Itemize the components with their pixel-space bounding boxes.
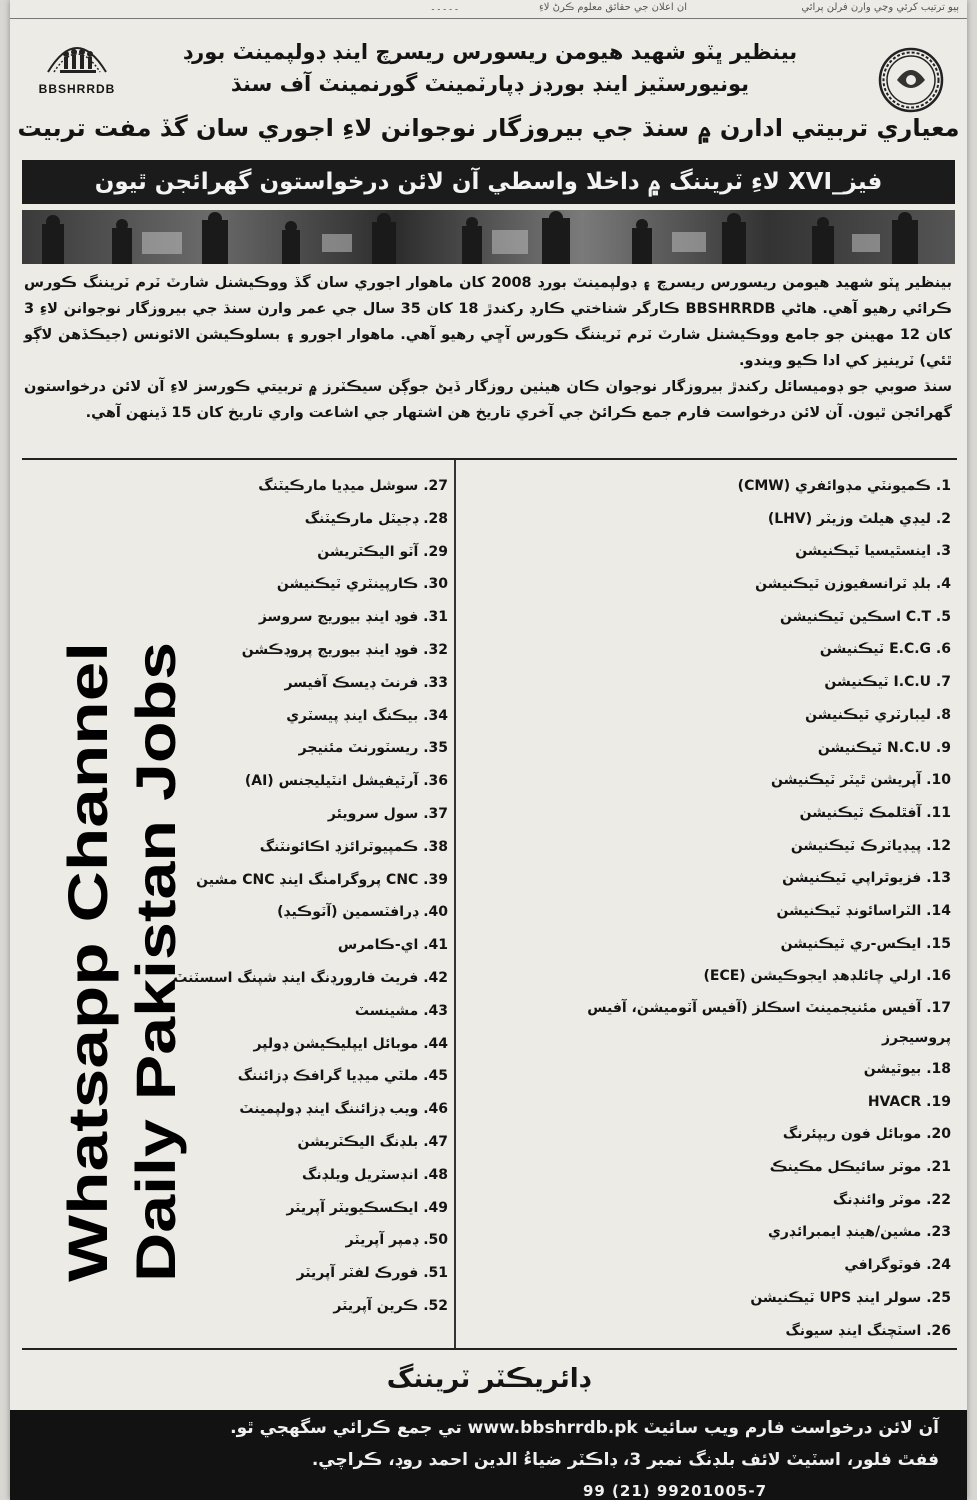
course-item: 25. سولر اينڊ UPS ٽيڪنيشن [750,1289,951,1306]
course-item: 31. فوڊ اينڊ بيوريج سروسز [258,609,448,626]
organization-name: بينظير ڀٽو شهيد هيومن ريسورس ريسرچ اينڊ ڊولپمينٽ بورڊ [182,40,798,64]
intro-paragraph-1: بينظير ڀٽو شهيد هيومن ريسورس ريسرچ ۽ ڊولپمينٽ بورڊ 2008 کان ماهوار اجوري سان گڏ ووڪيشنل شارٽ ٽرم ٽريننگ ڪورس ڪرائي رهيو آهي. هاڻي BBSHRRDB ڪارگر شناختي ڪارڊ رکندڙ 18 کان 35 سال جي عمر وارن سنڌ جي بيروزگار نوجوانن لاءِ 3 کان 12 مهينن جو جامع ووڪيشنل شارٽ ٽرم ٽريننگ ڪورس آڇي رهيو آهي. ماهوار اجورو ۽ بسلوڪيشن الائونس (جيڪڏهن لاڳو ٿئي) ٽرينيز کي ادا ڪيو ويندو. [24,275,952,369]
ad-intro-text [24,270,952,426]
course-item: 24. فوٽوگرافي [844,1257,951,1274]
course-item: 4. بلڊ ٽرانسفيوزن ٽيڪنيشن [755,576,951,593]
course-item: 22. موٽر وائنڊنگ [832,1191,951,1208]
course-item: 32. فوڊ اينڊ بيوريج پروڊڪشن [241,641,448,658]
course-item: 41. اي-ڪامرس [337,937,448,954]
course-item: 38. ڪمپيوٽرائزڊ اڪائونٽنگ [259,838,448,855]
course-item: 10. آپريشن ٿيٽر ٽيڪنيشن [771,772,951,789]
course-item: 47. بلڊنگ اليڪٽريشن [297,1133,448,1150]
course-item: 35. ريسٽورنٽ مئنيجر [298,740,448,757]
course-item: 6. E.C.G ٽيڪنيشن [819,641,951,658]
course-item: 50. ڊمپر آپريٽر [345,1232,448,1249]
whatsapp-channel-watermark [55,632,200,1292]
course-item: 1. ڪميونٽي مڊوائفري (CMW) [737,478,951,494]
bbshrrdb-logo-icon [42,32,112,80]
newspaper-top-strip [10,0,967,19]
course-item: 36. آرٽيفيشل انٽيليجنس (AI) [244,773,448,790]
course-item: 43. مشينسٽ [354,1002,448,1019]
ad-headline: معياري تربيتي ادارن ۾ سنڌ جي بيروزگار نوجوانن لاءِ اجوري سان گڏ مفت تربيت [17,114,960,142]
logo-acronym: BBSHRRDB [38,82,116,96]
top-strip-middle-text: ان اعلان جي حقائق معلوم ڪرڻ لاءِ [539,2,687,13]
course-item: 13. فزيوٿراپي ٽيڪنيشن [782,870,951,887]
ad-header [10,26,967,142]
column-divider [454,460,456,1348]
course-item: 26. اسٽچنگ اينڊ سيونگ [785,1322,951,1339]
course-item: 27. سوشل ميڊيا مارڪيٽنگ [258,478,448,494]
course-item: 42. فريٽ فارورڊنگ اينڊ شپنگ اسسٽنٽ [173,969,448,986]
course-item: 46. ويب ڊزائننگ اينڊ ڊولپمينٽ [239,1101,448,1118]
course-item: 34. بيڪنگ اينڊ پيسٽري [286,707,448,724]
course-item: 5. C.T اسڪين ٽيڪنيشن [779,608,951,625]
course-item: 15. ايڪس-ري ٽيڪنيشن [780,935,951,952]
course-item: 52. ڪرين آپريٽر [333,1297,448,1314]
course-item: 19. HVACR [867,1093,951,1110]
bbshrrdb-logo [22,32,132,102]
course-item: 44. موبائل ايپليڪيشن ڊولپر [253,1035,448,1052]
trainees-photo-image [22,210,955,264]
phase-banner: فيز_XVI لاءِ ٽريننگ ۾ داخلا واسطي آن لائن درخواستون گهرائجن ٿيون [22,160,955,204]
trainees-photo-strip [22,210,955,264]
footer-website-line: آن لائن درخواست فارم ويب سائيٽ www.bbshrrdb.pk تي جمع ڪرائي سگهجي ٿو. [230,1418,939,1438]
course-item: 33. فرنٽ ڊيسڪ آفيسر [284,674,448,691]
watermark-line1: Whatsapp Channel [56,777,119,1282]
course-item: 11. آفٿلمڪ ٽيڪنيشن [799,804,951,821]
course-item: 23. مشين/هينڊ ايمبرائڊري [767,1224,951,1241]
newspaper-page [10,0,967,1500]
government-seal-icon [877,46,945,114]
top-strip-right-text: ٻيو ترتيب کرئي وڃي وارن فرلن پرائي [801,2,959,13]
department-name: يونيورسٽيز اينڊ بورڊز ڊپارٽمينٽ گورنمينٽ آف سنڌ [230,72,750,96]
course-item: 48. انڊسٽريل ويلڊنگ [302,1166,448,1183]
course-item: 37. سول سرويئر [327,805,448,822]
course-item: 12. پيڊياٽرڪ ٽيڪنيشن [790,837,951,854]
course-item: 7. I.C.U ٽيڪنيشن [824,674,951,691]
intro-paragraph-2: سنڌ صوبي جو ڊوميسائل رکندڙ بيروزگار نوجوان ڪان هيٺين روزگار ڏيڻ جوڳن سيڪٽرز ۾ تربيتي ڪورسز لاءِ آن لائن درخواستون گهرائجن ٿيون. آن لائن درخواست فارم جمع ڪرائڻ جي آخري تاريخ هن اشتهار جي اشاعت واري تاريخ کان 15 ڏينهن آهي. [24,379,952,421]
course-item: 40. ڊرافٽسمين (آٽوڪيڊ) [277,904,448,921]
course-item: 9. N.C.U ٽيڪنيشن [817,739,951,756]
top-strip-left-text: ۔۔۔۔۔ [430,2,460,13]
course-item: 8. ليبارٽري ٽيڪنيشن [805,706,951,723]
director-signature: ڊائريڪٽر ٽريننگ [386,1364,591,1394]
course-item: 14. الٽراسائونڊ ٽيڪنيشن [776,902,951,919]
course-item: 49. ايڪسڪيويٽر آپريٽر [286,1199,448,1216]
footer-phone-line: 99 (21) 99201005-7 [582,1482,767,1500]
course-item: 39. CNC پروگرامنگ اينڊ CNC مشين [196,871,448,888]
ad-footer [10,1410,967,1500]
course-item: 51. فورڪ لفٽر آپريٽر [296,1265,448,1282]
course-item-17 [531,993,951,1053]
course-item: 18. بيوٽيشن [863,1061,951,1077]
course-item: 45. ملٽي ميڊيا گرافڪ ڊزائننگ [237,1068,448,1085]
course-item: 20. موبائل فون ريپئرنگ [782,1126,951,1143]
watermark-line2: Daily Pakistan Jobs [124,755,187,1282]
courses-column-right [531,470,951,1347]
footer-address-line: ففٿ فلور، اسٽيٽ لائف بلڊنگ نمبر 3، ڊاڪٽر ضياءُ الدين احمد روڊ، ڪراچي. [311,1450,939,1470]
sindh-government-seal [877,46,945,114]
course-item: 16. ارلي چائلڊهڊ ايجوڪيشن (ECE) [703,968,951,985]
course-17-line1: 17. آفيس مئنيجمينٽ اسڪلز (آفيس آٽوميشن، آفيس پروسيجرز [587,1000,951,1046]
course-item: 28. ڊجيٽل مارڪيٽنگ [304,510,448,527]
course-item: 3. اينسٿيسيا ٽيڪنيشن [795,543,951,560]
course-item: 21. موٽر سائيڪل مڪينڪ [769,1159,951,1176]
course-item: 29. آٽو اليڪٽريشن [317,543,448,560]
course-item: 2. ليڊي هيلٿ وزيٽر (LHV) [767,510,951,527]
course-item: 30. ڪارپينٽري ٽيڪنيشن [276,576,448,593]
